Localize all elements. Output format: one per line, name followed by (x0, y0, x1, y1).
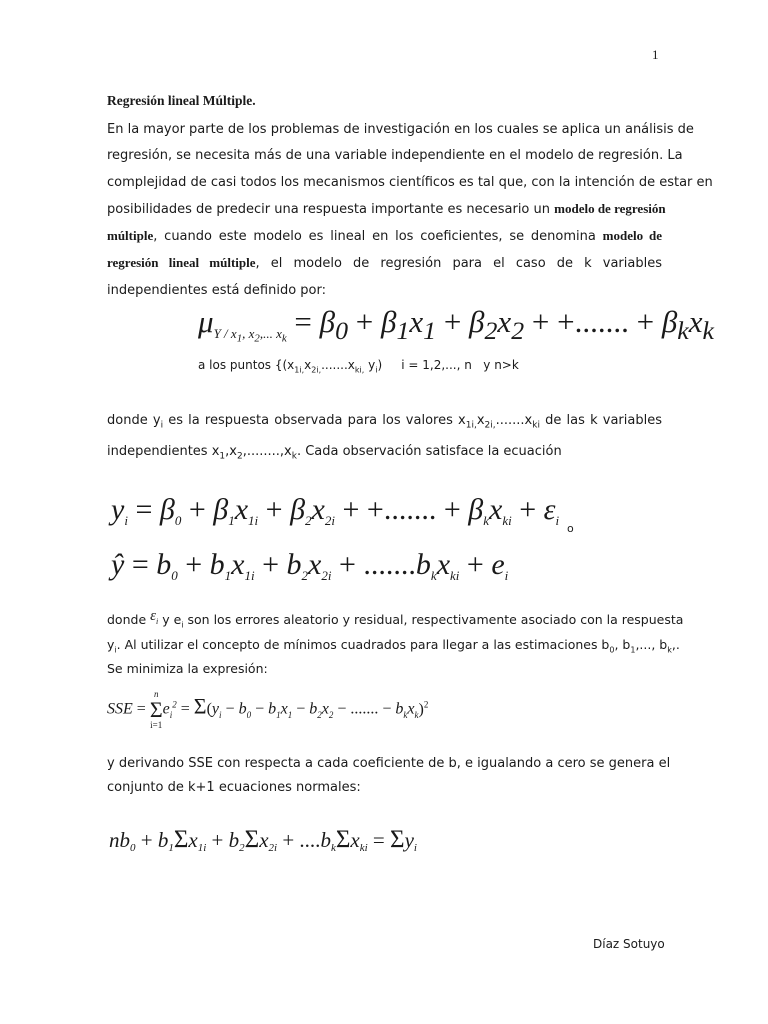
observation-line-1: donde $y_i$ es la respuesta observada para los valores $x_{1i,}x_{2i,}.......x_{ki}$ de las k variables (107, 413, 662, 431)
intro-line-6: regresión lineal múltiple, el modelo de regresión para el caso de k variables (107, 255, 662, 272)
page-number: 1 (652, 47, 659, 62)
section-title: Regresión lineal Múltiple. (107, 93, 256, 108)
epsilon-symbol: $\varepsilon_i$ (150, 608, 159, 626)
normal-line-2: conjunto de k+1 ecuaciones normales: (107, 780, 361, 795)
error-line-3: Se minimiza la expresión: (107, 661, 268, 676)
observation-paragraph (107, 408, 662, 469)
error-line-2: $y_i$. Al utilizar el concepto de mínimos cuadrados para llegar a las estimaciones $b_0$, $b_1$,..., $b_k$,. (107, 636, 680, 654)
fitted-equation: ŷ = $b_0 + b_1x_{1i} + b_2x_{2i} + .......b_kx_{ki} + e_i$ (111, 548, 509, 583)
intro-paragraph (107, 117, 713, 304)
error-paragraph (107, 607, 683, 678)
bold-term: múltiple (107, 228, 154, 244)
intro-line-1: En la mayor parte de los problemas de investigación en los cuales se aplica un análisis de (107, 122, 694, 137)
intro-line-4: posibilidades de predecir una respuesta importante es necesario un modelo de regresión (107, 200, 666, 217)
observation-equation: $y_i = \beta_0 + \beta_1x_{1i} + \beta_2x_{2i}$ + +....... + $\beta_kx_{ki} + \varepsilon_i$ (111, 493, 560, 528)
model-equation: $\mu_{Y / x_1, x_2,... x_k} = \beta_0 + \beta_1x_1 + \beta_2x_2$ + +....... + $\beta_kx_k$ (198, 304, 714, 346)
bold-term: modelo de (602, 228, 662, 244)
error-line-1: donde $\varepsilon_i$ y $e_i$ son los errores aleatorio y residual, respectivamente asociado con la respuesta (107, 608, 684, 630)
normal-equations-paragraph (107, 752, 671, 800)
intro-line-5: múltiple, cuando este modelo es lineal en los coeficientes, se denomina modelo de (107, 228, 662, 245)
sse-equation: SSE = n Σ i=1 $e_i^2 = \Sigma(y_i - b_0 - b_1x_1 - b_2x_2$ − ....... − $b_kx_k)^2$ (107, 689, 429, 730)
bold-term: regresión lineal múltiple (107, 255, 256, 271)
intro-line-2: regresión, se necesita más de una variable independiente en el modelo de regresión. La (107, 148, 683, 164)
intro-line-7: independientes está definido por: (107, 282, 326, 298)
points-definition: a los puntos {($x_{1i,}x_{2i,}.......x_{ki,}$ $y_i$) i = 1,2,..., n y n>k (198, 358, 519, 375)
page-footer: Díaz Sotuyo (593, 937, 665, 951)
normal-equation: nb0 + b1Σx1i + b2Σx2i + ....bkΣxki = Σyi (109, 826, 417, 854)
or-marker: o (567, 522, 574, 535)
bold-term: modelo de regresión (554, 200, 666, 216)
observation-line-2: independientes $x_1,x_2,........,x_k$. Cada observación satisface la ecuación (107, 443, 562, 462)
normal-line-1: y derivando SSE con respecta a cada coeficiente de b, e igualando a cero se genera el (107, 756, 671, 771)
intro-line-3: complejidad de casi todos los mecanismos científicos es tal que, con la intención de estar en (107, 174, 713, 190)
